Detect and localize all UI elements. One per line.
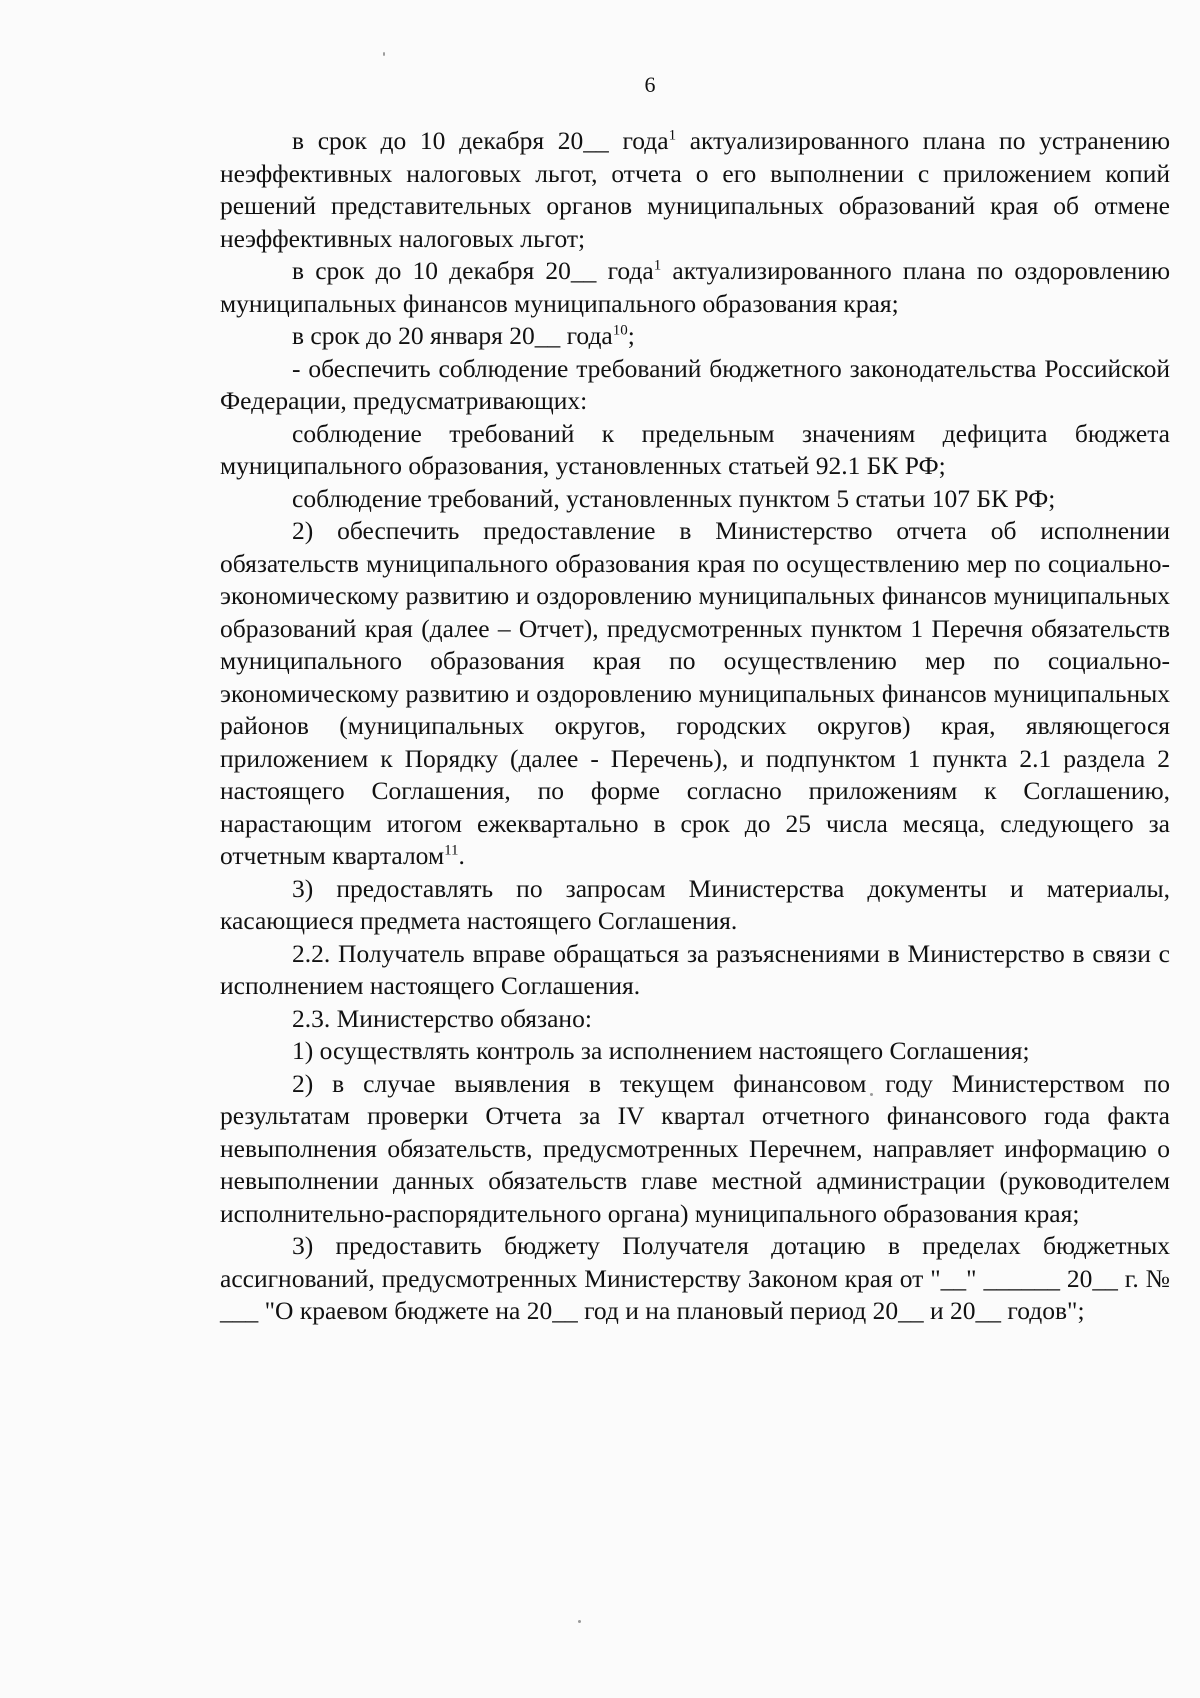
footnote-ref: 10 — [612, 322, 628, 339]
page-number: 6 — [644, 72, 656, 97]
paragraph-deadline-finance-plan: в срок до 10 декабря 20__ года$^1$ актуализированного плана по оздоровлению муниципальных финансов муниципального образования края; — [220, 256, 1171, 318]
document-body — [220, 125, 1170, 1328]
paragraph-report-submission: 2) обеспечить предоставление в Министерство отчета об исполнении обязательств муниципального образования края по осуществлению мер по социально-экономическому развитию и оздоровлению муниципальных финансов муниципальных образований края (далее – Отчет), предусмотренных пунктом 1 Перечня обязательств муниципального образования края по осуществлению мер по социально-экономическому развитию и оздоровлению муниципальных финансов муниципальных районов (муниципальных округов, городских округов) края, являющегося приложением к Порядку (далее - Перечень), и подпунктом 1 пункта 2.1 раздела 2 настоящего Соглашения, по форме согласно приложениям к Соглашению, нарастающим итогом ежеквартально в срок до 25 числа месяца, следующего за отчетным кварталом$^{11}$. — [220, 516, 1170, 870]
paragraph-clause-2-2: 2.2. Получатель вправе обращаться за разъяснениями в Министерство в связи с исполнением настоящего Соглашения. — [220, 938, 1170, 1000]
paragraph-grant-subsidy: 3) предоставить бюджету Получателя дотацию в пределах бюджетных ассигнований, предусмотренных Министерству Законом края от "__" ______ 20__ г. № ___ "О краевом бюджете на 20__ год и на плановый период 20__ и 20__ годов"; — [220, 1231, 1170, 1325]
paragraph-article-107: соблюдение требований, установленных пунктом 5 статьи 107 БК РФ; — [292, 483, 1056, 513]
paragraph-budget-requirements: - обеспечить соблюдение требований бюджетного законодательства Российской Федерации, предусматривающих: — [220, 353, 1170, 415]
paragraph-deficit-limits: соблюдение требований к предельным значениям дефицита бюджета муниципального образования, установленных статьей 92.1 БК РФ; — [220, 418, 1170, 480]
scan-speck — [578, 1620, 581, 1623]
paragraph-provide-documents: 3) предоставлять по запросам Министерства документы и материалы, касающиеся предмета настоящего Соглашения. — [220, 873, 1170, 935]
paragraph-deadline-info: в срок до 20 января 20__ года$^{10}$; — [292, 321, 635, 350]
paragraph-deadline-tax-plan: в срок до 10 декабря 20__ года$^1$ актуализированного плана по устранению неэффективных налоговых льгот, отчета о его выполнении с приложением копий решений представительных органов муниципальных образований края об отмене неэффективных налоговых льгот; — [220, 126, 1170, 253]
footnote-ref: 11 — [444, 842, 459, 859]
footnote-ref: 1 — [653, 257, 662, 274]
scan-speck — [383, 52, 385, 56]
paragraph-clause-2-3: 2.3. Министерство обязано: — [292, 1003, 592, 1033]
paragraph-non-fulfillment: 2) в случае выявления в текущем финансовом году Министерством по результатам проверки Отчета за IV квартал отчетного финансового года факта невыполнения обязательств, предусмотренных Перечнем, направляет информацию о невыполнении данных обязательств главе местной администрации (руководителем исполнительно-распорядительного органа) муниципального образования края; — [220, 1068, 1170, 1228]
footnote-ref: 1 — [668, 127, 677, 144]
paragraph-control: 1) осуществлять контроль за исполнением настоящего Соглашения; — [292, 1036, 1030, 1065]
